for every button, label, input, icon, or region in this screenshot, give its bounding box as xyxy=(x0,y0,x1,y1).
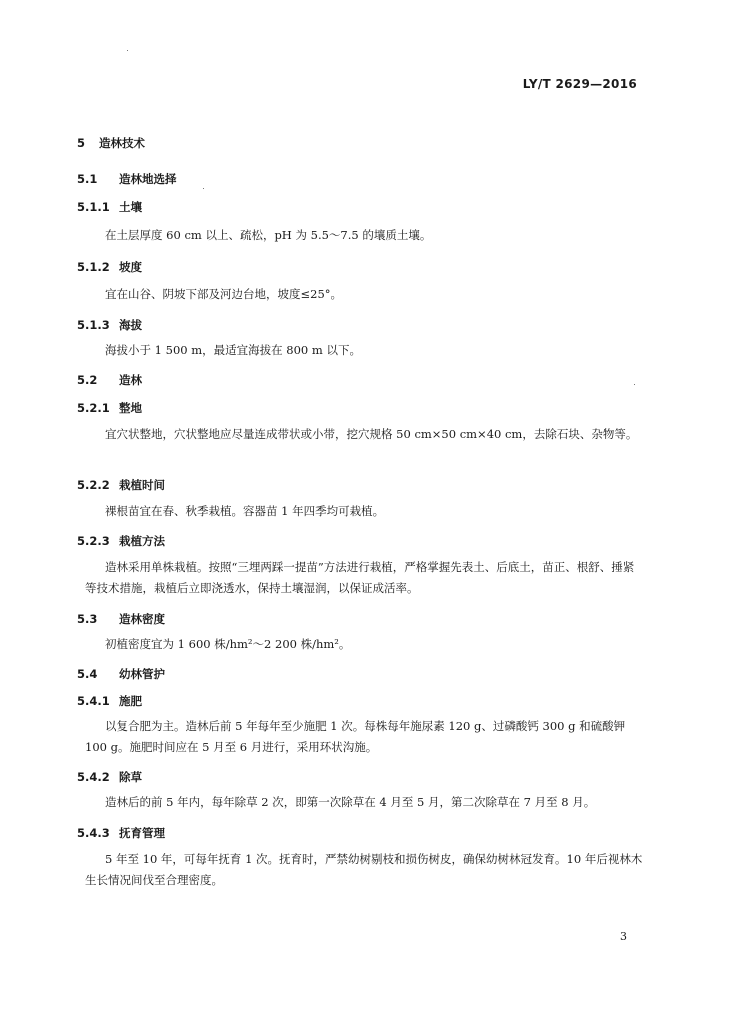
section-number: 5.4.3 xyxy=(77,826,110,840)
section-number: 5.3 xyxy=(77,612,98,626)
section-title: 土壤 xyxy=(119,200,142,214)
section-number: 5.2.1 xyxy=(77,401,110,415)
section-heading xyxy=(77,477,165,493)
section-number: 5.4.1 xyxy=(77,694,110,708)
section-paragraph: 5 年至 10 年，可每年抚育 1 次。抚育时，严禁幼树剔枝和损伤树皮，确保幼树林冠发育。10 年后视林木生长情况间伐至合理密度。 xyxy=(85,852,643,887)
section-heading xyxy=(77,769,142,785)
section-heading xyxy=(77,825,165,841)
section-title: 整地 xyxy=(119,401,142,415)
section-number: 5.4 xyxy=(77,667,98,681)
section-number: 5.1.2 xyxy=(77,260,110,274)
page-number: 3 xyxy=(620,930,627,943)
section-heading xyxy=(77,259,142,275)
section-number: 5 xyxy=(77,136,86,150)
section-heading xyxy=(77,400,142,416)
section-title: 造林技术 xyxy=(99,136,145,150)
section-title: 造林 xyxy=(119,373,142,387)
section-number: 5.1.3 xyxy=(77,318,110,332)
section-title: 除草 xyxy=(119,770,142,784)
section-heading xyxy=(77,171,177,187)
section-number: 5.1 xyxy=(77,172,98,186)
section-heading xyxy=(77,533,165,549)
section-number: 5.2.3 xyxy=(77,534,110,548)
section-heading xyxy=(77,611,165,627)
section-title: 海拔 xyxy=(119,318,142,332)
section-heading xyxy=(77,666,165,682)
section-number: 5.1.1 xyxy=(77,200,110,214)
section-paragraph: 在土层厚度 60 cm 以上、疏松，pH 为 5.5～7.5 的壤质土壤。 xyxy=(105,228,432,242)
section-title: 造林密度 xyxy=(119,612,165,626)
section-heading xyxy=(77,693,142,709)
standard-code: LY/T 2629—2016 xyxy=(522,77,637,91)
section-number: 5.4.2 xyxy=(77,770,110,784)
section-paragraph: 宜穴状整地，穴状整地应尽量连成带状或小带，挖穴规格 50 cm×50 cm×40 cm，去除石块、杂物等。 xyxy=(105,427,638,441)
section-number: 5.2 xyxy=(77,373,98,387)
section-paragraph: 海拔小于 1 500 m，最适宜海拔在 800 m 以下。 xyxy=(105,343,361,357)
scan-speck xyxy=(203,188,204,189)
section-title: 栽植方法 xyxy=(119,534,165,548)
section-title: 造林地选择 xyxy=(119,172,177,186)
section-heading xyxy=(77,199,142,215)
section-title: 栽植时间 xyxy=(119,478,165,492)
section-paragraph: 以复合肥为主。造林后前 5 年每年至少施肥 1 次。每株每年施尿素 120 g、过磷酸钙 300 g 和硫酸钾 100 g。施肥时间应在 5 月至 6 月进行，采用环状沟施。 xyxy=(85,719,626,754)
section-title: 抚育管理 xyxy=(119,826,165,840)
scan-speck xyxy=(634,384,635,385)
section-paragraph: 宜在山谷、阴坡下部及河边台地，坡度≤25°。 xyxy=(105,287,343,301)
section-paragraph: 初植密度宜为 1 600 株/hm²～2 200 株/hm²。 xyxy=(105,637,351,651)
section-title: 幼林管护 xyxy=(119,667,165,681)
section-title: 施肥 xyxy=(119,694,142,708)
section-paragraph: 造林采用单株栽植。按照“三埋两踩一提苗”方法进行栽植，严格掌握先表土、后底土，苗正、根舒、捶紧等技术措施，栽植后立即浇透水，保持土壤湿润，以保证成活率。 xyxy=(85,560,635,595)
section-heading xyxy=(77,372,142,388)
section-heading xyxy=(77,135,145,151)
scan-speck xyxy=(127,50,128,51)
section-number: 5.2.2 xyxy=(77,478,110,492)
section-heading xyxy=(77,317,142,333)
section-title: 坡度 xyxy=(119,260,142,274)
section-paragraph: 造林后的前 5 年内，每年除草 2 次，即第一次除草在 4 月至 5 月，第二次除草在 7 月至 8 月。 xyxy=(105,795,596,809)
section-paragraph: 裸根苗宜在春、秋季栽植。容器苗 1 年四季均可栽植。 xyxy=(105,504,385,518)
